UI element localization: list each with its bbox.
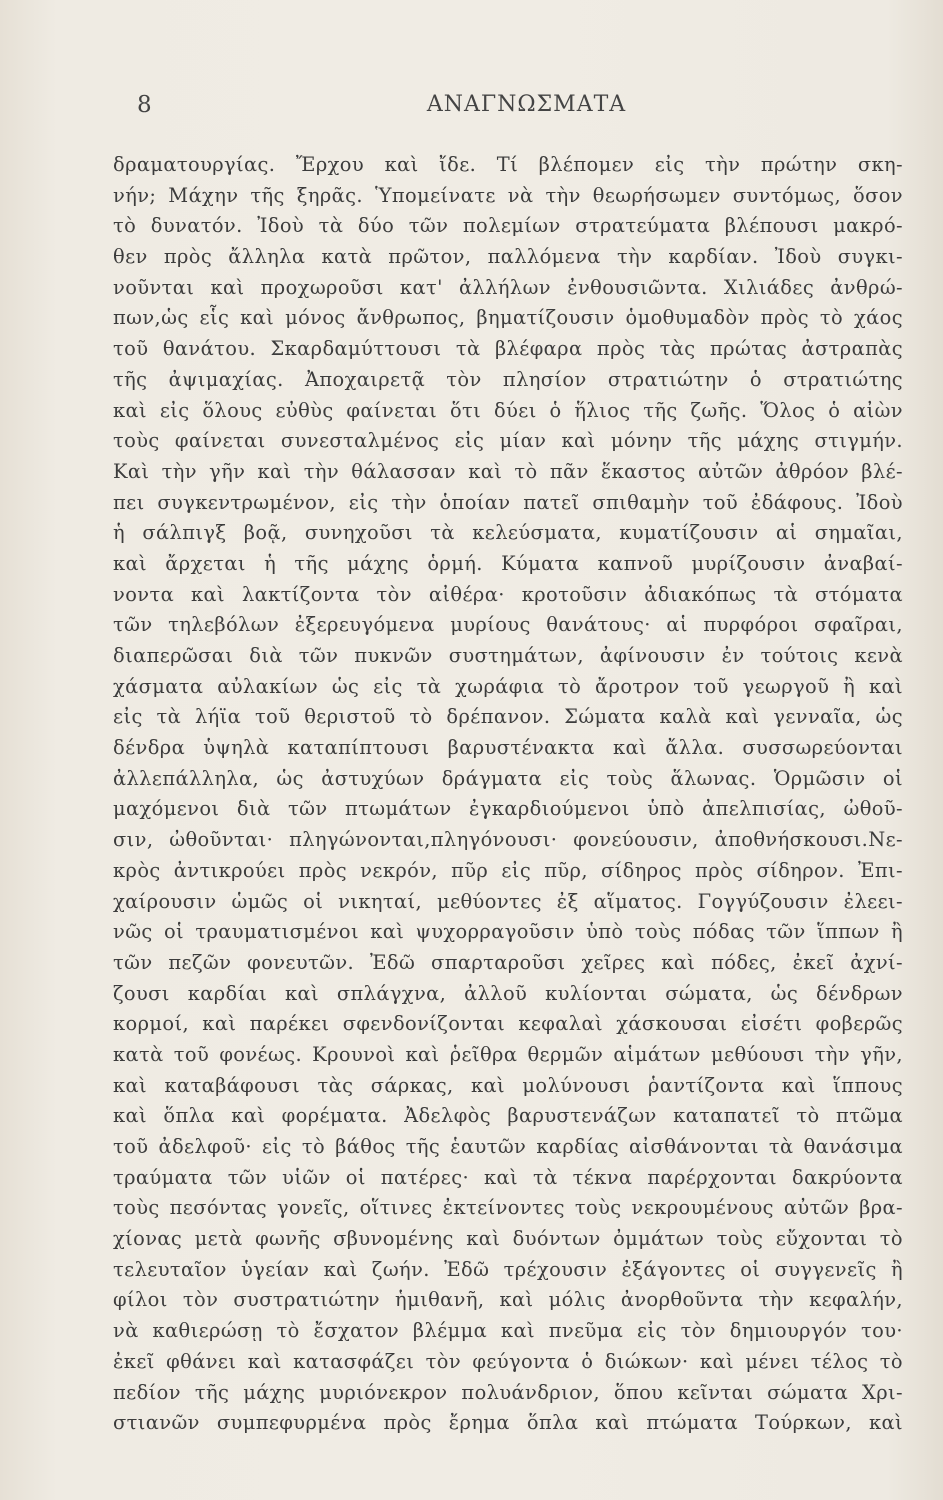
text-line: ζουσι καρδίαι καὶ σπλάγχνα, ἀλλοῦ κυλίονται σώματα, ὡς δένδρων — [113, 981, 903, 1005]
text-line: δραματουργίας. Ἔρχου καὶ ἴδε. Τί βλέπομεν εἰς τὴν πρώτην σκη- — [113, 153, 903, 176]
text-line: ἡ σάλπιγξ βοᾷ, συνηχοῦσι τὰ κελεύσματα, κυματίζουσιν αἱ σημαῖαι, — [113, 521, 903, 545]
text-line: σιν, ὠθοῦνται· πληγώνονται,πληγόνουσι· φονεύουσιν, ἀποθνήσκουσι.Νε- — [113, 828, 903, 852]
text-line: καὶ ἄρχεται ἡ τῆς μάχης ὁρμή. Κύματα καπνοῦ μυρίζουσιν ἀναβαί- — [113, 551, 903, 575]
text-line: τοῦ θανάτου. Σκαρδαμύττουσι τὰ βλέφαρα πρὸς τὰς πρώτας ἀστραπὰς — [113, 337, 903, 361]
text-line: κρὸς ἀντικρούει πρὸς νεκρόν, πῦρ εἰς πῦρ, σίδηρος πρὸς σίδηρον. Ἐπι- — [113, 858, 903, 882]
text-line: δένδρα ὑψηλὰ καταπίπτουσι βαρυστένακτα καὶ ἄλλα. συσσωρεύονται — [113, 736, 903, 760]
text-line: νοῦνται καὶ προχωροῦσι κατ' ἀλλήλων ἐνθουσιῶντα. Χιλιάδες ἀνθρώ- — [113, 275, 903, 299]
text-line: νοντα καὶ λακτίζοντα τὸν αἰθέρα· κροτοῦσιν ἀδιακόπως τὰ στόματα — [113, 582, 903, 606]
text-line: τοὺς φαίνεται συνεσταλμένος εἰς μίαν καὶ μόνην τῆς μάχης στιγμήν. — [113, 429, 903, 453]
text-line: εἰς τὰ λήϊα τοῦ θεριστοῦ τὸ δρέπανον. Σώματα καλὰ καὶ γενναῖα, ὡς — [113, 705, 903, 729]
running-head: ΑΝΑΓΝΩΣΜΑΤΑ — [426, 92, 627, 117]
text-line: Καὶ τὴν γῆν καὶ τὴν θάλασσαν καὶ τὸ πᾶν ἕκαστος αὐτῶν ἀθρόον βλέ- — [113, 459, 903, 483]
text-line: χίονας μετὰ φωνῆς σβυνομένης καὶ δυόντων ὀμμάτων τοὺς εὔχονται τὸ — [113, 1227, 903, 1251]
text-line: καὶ καταβάφουσι τὰς σάρκας, καὶ μολύνουσι ῥαντίζοντα καὶ ἵππους — [113, 1073, 903, 1097]
text-line: καὶ ὅπλα καὶ φορέματα. Ἀδελφὸς βαρυστενάζων καταπατεῖ τὸ πτῶμα — [113, 1104, 903, 1128]
text-line: καὶ εἰς ὅλους εὐθὺς φαίνεται ὅτι δύει ὁ ἥλιος τῆς ζωῆς. Ὅλος ὁ αἰὼν — [113, 398, 903, 422]
text-line: πων,ὡς εἷς καὶ μόνος ἄνθρωπος, βηματίζουσιν ὁμοθυμαδὸν πρὸς τὸ χάος — [113, 306, 903, 330]
text-line: στιανῶν συμπεφυρμένα πρὸς ἔρημα ὅπλα καὶ πτώματα Τούρκων, καὶ — [113, 1411, 903, 1435]
text-line: κορμοί, καὶ παρέκει σφενδονίζονται κεφαλαὶ χάσκουσαι εἰσέτι φοβερῶς — [113, 1012, 903, 1036]
body-text — [113, 150, 903, 1439]
text-line: ἐκεῖ φθάνει καὶ κατασφάζει τὸν φεύγοντα ὁ διώκων· καὶ μένει τέλος τὸ — [113, 1349, 903, 1373]
text-line: τῆς ἀψιμαχίας. Ἀποχαιρετᾷ τὸν πλησίον στρατιώτην ὁ στρατιώτης — [113, 367, 903, 391]
text-line: νὰ καθιερώσῃ τὸ ἔσχατον βλέμμα καὶ πνεῦμα εἰς τὸν δημιουργόν του· — [113, 1319, 903, 1343]
text-line: χάσματα αὐλακίων ὡς εἰς τὰ χωράφια τὸ ἄροτρον τοῦ γεωργοῦ ἢ καὶ — [113, 674, 903, 698]
text-line: νήν; Μάχην τῆς ξηρᾶς. Ὑπομείνατε νὰ τὴν θεωρήσωμεν συντόμως, ὅσον — [113, 183, 903, 207]
text-line: ἀλλεπάλληλα, ὡς ἀστυχύων δράγματα εἰς τοὺς ἅλωνας. Ὁρμῶσιν οἱ — [113, 766, 903, 790]
text-line: χαίρουσιν ὡμῶς οἱ νικηταί, μεθύοντες ἐξ αἵματος. Γογγύζουσιν ἐλεει- — [113, 889, 903, 913]
text-line: τὸ δυνατόν. Ἰδοὺ τὰ δύο τῶν πολεμίων στρατεύματα βλέπουσι μακρό- — [113, 214, 903, 238]
text-line: διαπερῶσαι διὰ τῶν πυκνῶν συστημάτων, ἀφίνουσιν ἐν τούτοις κενὰ — [113, 644, 903, 667]
text-line: κατὰ τοῦ φονέως. Κρουνοὶ καὶ ῥεῖθρα θερμῶν αἱμάτων μεθύουσι τὴν γῆν, — [113, 1042, 903, 1066]
text-line: θεν πρὸς ἄλληλα κατὰ πρῶτον, παλλόμενα τὴν καρδίαν. Ἰδοὺ συγκι- — [113, 245, 903, 269]
text-line: τοὺς πεσόντας γονεῖς, οἵτινες ἐκτείνοντες τοὺς νεκρουμένους αὐτῶν βρα- — [113, 1196, 903, 1220]
text-line: τῶν πεζῶν φονευτῶν. Ἐδῶ σπαρταροῦσι χεῖρες καὶ πόδες, ἐκεῖ ἀχνί- — [113, 950, 903, 974]
text-line: τοῦ ἀδελφοῦ· εἰς τὸ βάθος τῆς ἑαυτῶν καρδίας αἰσθάνονται τὰ θανάσιμα — [113, 1135, 903, 1158]
text-line: μαχόμενοι διὰ τῶν πτωμάτων ἐγκαρδιούμενοι ὑπὸ ἀπελπισίας, ὠθοῦ- — [113, 797, 903, 821]
text-line: φίλοι τὸν συστρατιώτην ἡμιθανῆ, καὶ μόλις ἀνορθοῦντα τὴν κεφαλήν, — [113, 1288, 903, 1312]
text-line: νῶς οἱ τραυματισμένοι καὶ ψυχορραγοῦσιν ὑπὸ τοὺς πόδας τῶν ἵππων ἢ — [113, 920, 903, 944]
text-line: πεδίον τῆς μάχης μυριόνεκρον πολυάνδριον, ὅπου κεῖνται σώματα Χρι- — [113, 1380, 903, 1404]
text-line: τῶν τηλεβόλων ἐξερευγόμενα μυρίους θανάτους· αἱ πυρφόροι σφαῖραι, — [113, 613, 903, 637]
page-number: 8 — [137, 92, 153, 118]
text-line: τραύματα τῶν υἱῶν οἱ πατέρες· καὶ τὰ τέκνα παρέρχονται δακρύοντα — [113, 1165, 903, 1189]
text-line: τελευταῖον ὑγείαν καὶ ζωήν. Ἐδῶ τρέχουσιν ἐξάγοντες οἱ συγγενεῖς ἢ — [113, 1257, 903, 1281]
text-line: πει συγκεντρωμένον, εἰς τὴν ὁποίαν πατεῖ σπιθαμὴν τοῦ ἐδάφους. Ἰδοὺ — [113, 490, 903, 514]
